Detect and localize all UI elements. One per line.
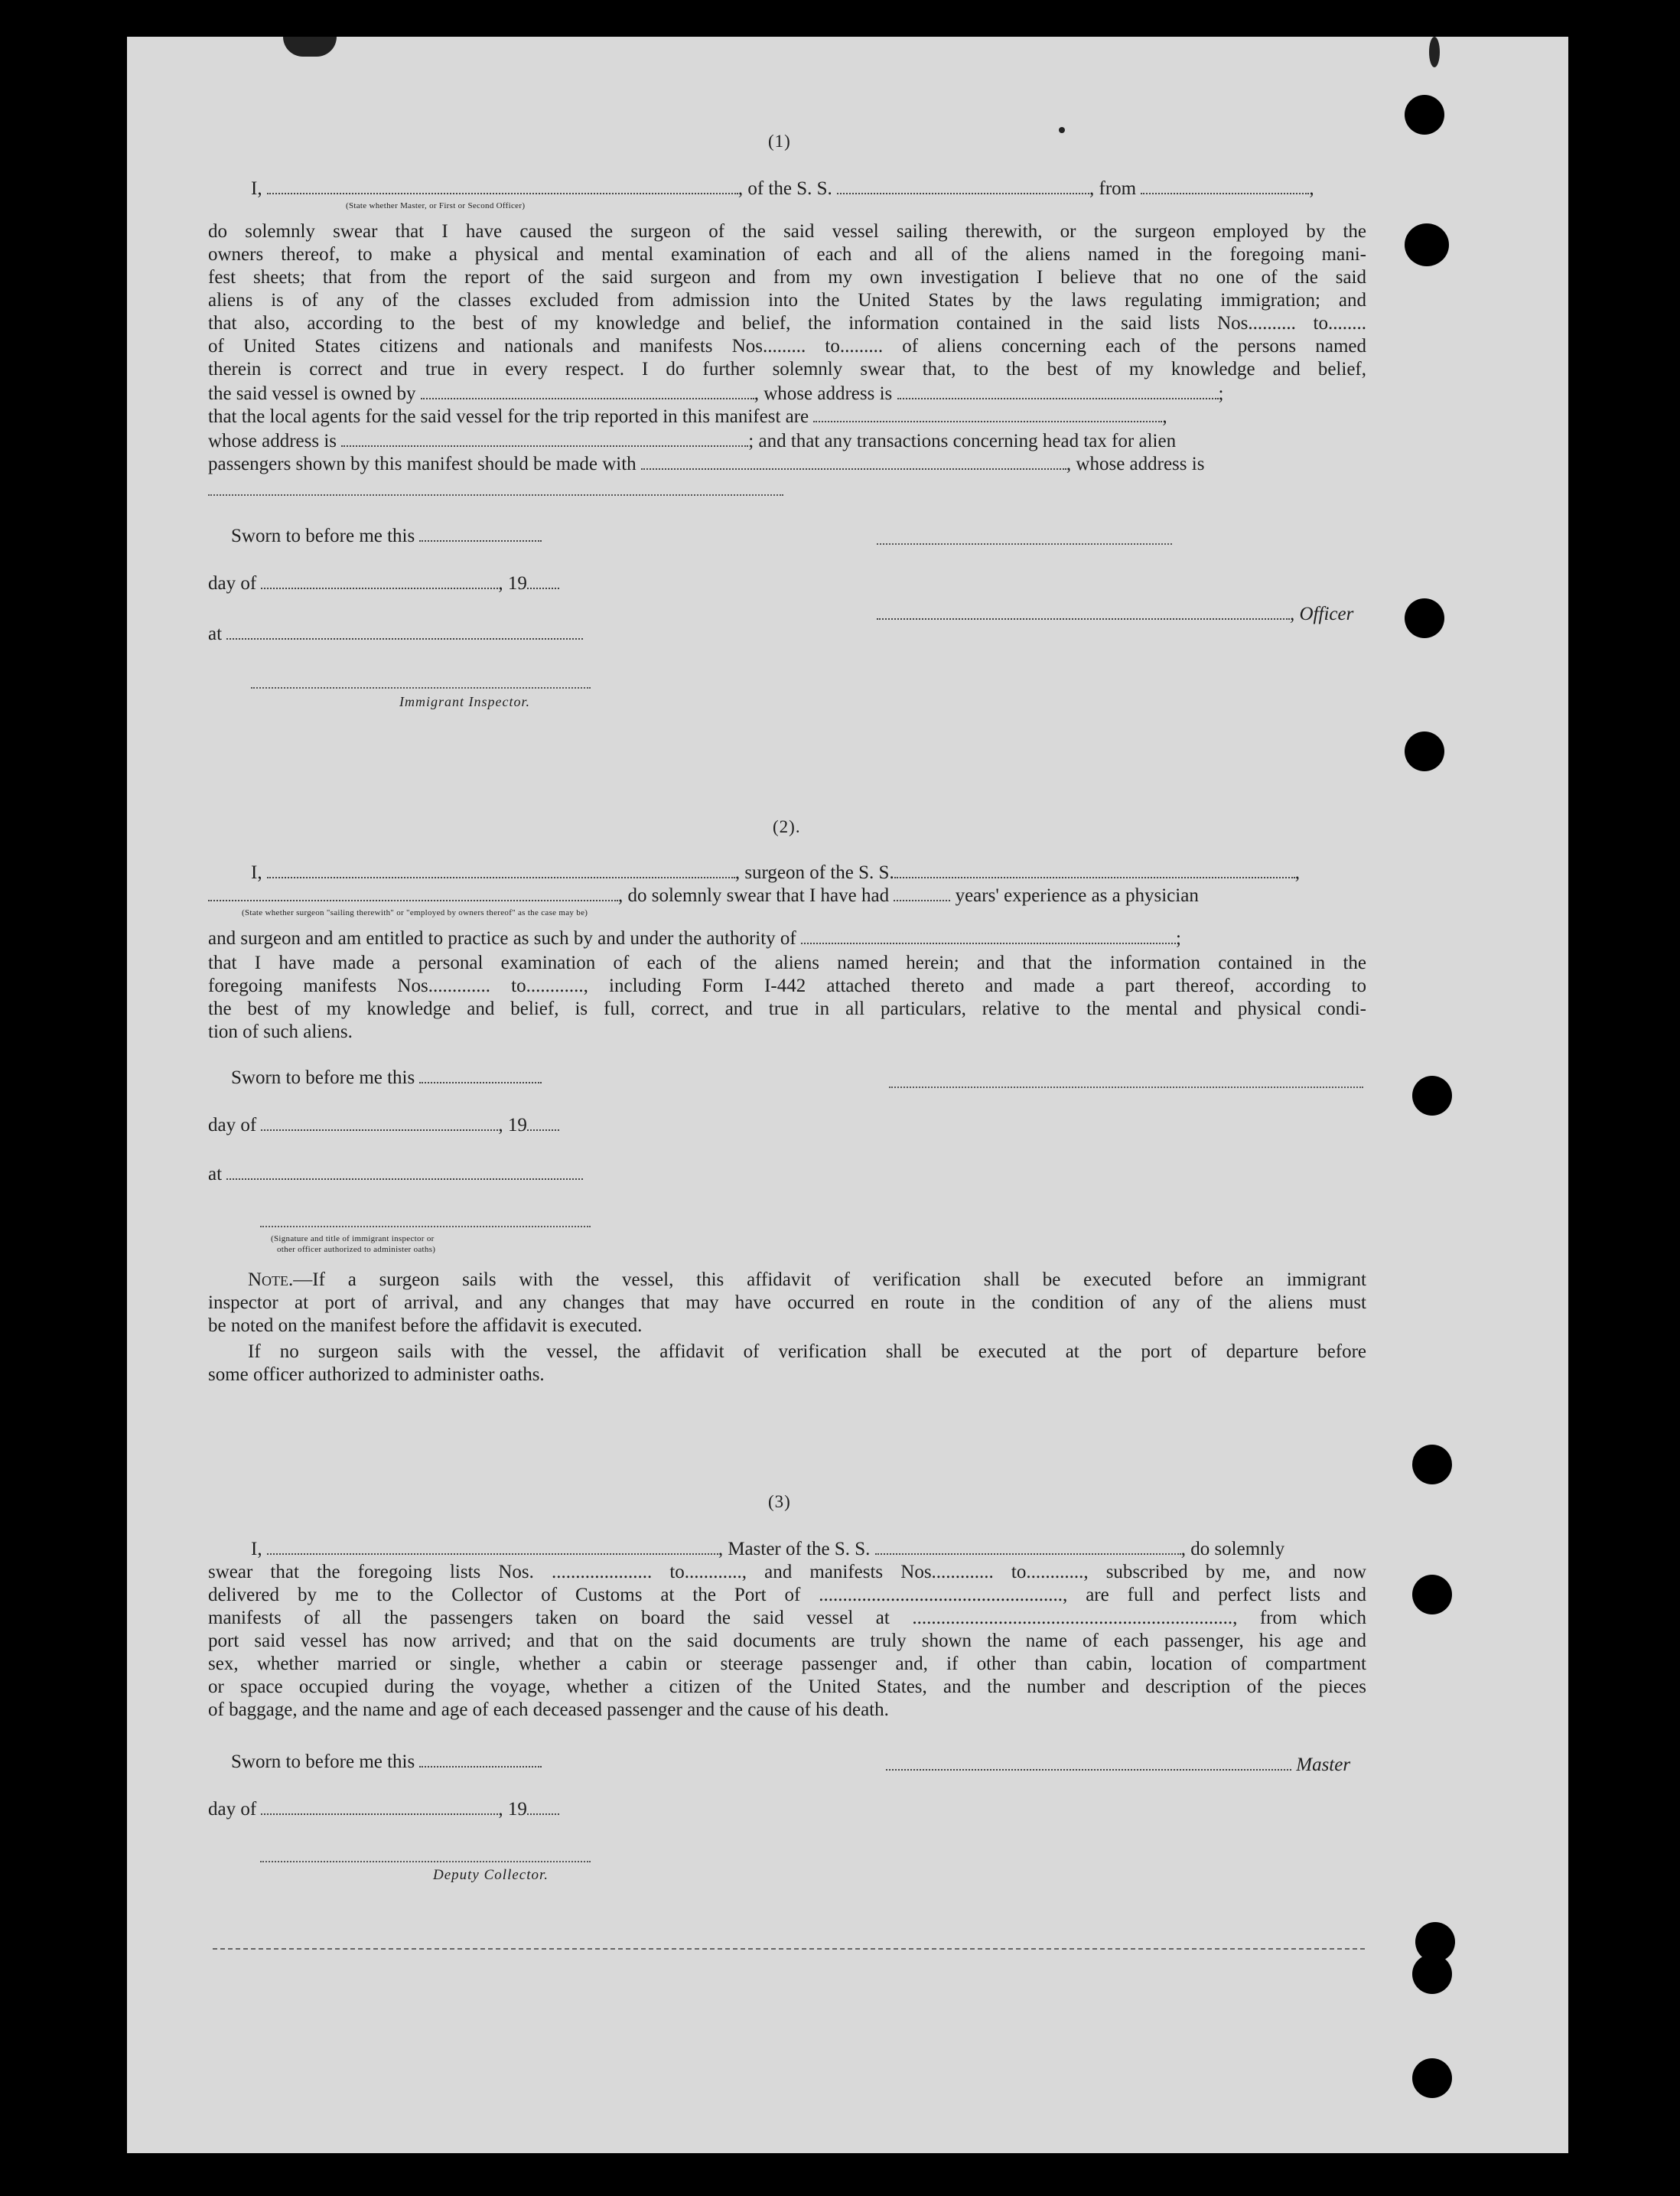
- at-place-blank[interactable]: [226, 623, 583, 640]
- owner-blank[interactable]: [421, 383, 754, 399]
- vessel-name-blank[interactable]: [837, 178, 1089, 194]
- section-2-at: at: [208, 1163, 583, 1186]
- agents-address-blank[interactable]: [341, 430, 748, 447]
- head-tax-line: passengers shown by this manifest should be made with , whose address is: [208, 454, 1205, 474]
- bottom-divider: [213, 1948, 1365, 1950]
- punch-hole: [1412, 1954, 1452, 1994]
- surgeon-name-blank[interactable]: [267, 862, 735, 878]
- punch-hole: [1405, 223, 1449, 266]
- section-3-body-line: or space occupied during the voyage, whether a citizen of the United States, and the number and description of the pieces: [208, 1676, 1366, 1697]
- head-tax-agent-blank[interactable]: [641, 453, 1066, 470]
- owned-by-line: the said vessel is owned by , whose address is ;: [208, 383, 1224, 404]
- sworn-date-blank[interactable]: [419, 1751, 542, 1768]
- agents-line: that the local agents for the said vessel for the trip reported in this manifest are ,: [208, 406, 1167, 427]
- section-3-body-line: sex, whether married or single, whether a cabin or steerage passenger and, if other than cabin, location of compartment: [208, 1654, 1366, 1674]
- section-1-day-of: day of , 19: [208, 572, 559, 595]
- punch-hole: [1412, 1076, 1452, 1116]
- section-3-body-line: manifests of all the passengers taken on board the said vessel at ..................................................................., from which: [208, 1608, 1366, 1628]
- section-3-line-1: I, , Master of the S. S. , do solemnly: [251, 1539, 1285, 1559]
- section-2-body-line: foregoing manifests Nos............. to............, including Form I-442 attached thereto and made a part thereof, according to: [208, 976, 1366, 996]
- punch-hole: [1405, 731, 1444, 771]
- deputy-collector-label: Deputy Collector.: [433, 1867, 549, 1883]
- note-line: inspector at port of arrival, and any changes that may have occurred en route in the condition of any of the aliens must: [208, 1292, 1366, 1313]
- paper-damage: [1429, 37, 1440, 67]
- note-line: be noted on the manifest before the affidavit is executed.: [208, 1315, 643, 1336]
- agents-blank[interactable]: [813, 406, 1162, 422]
- section-3-body-line: port said vessel has now arrived; and that on the said documents are truly shown the name of each passenger, his age and: [208, 1631, 1366, 1651]
- year-blank[interactable]: [527, 1114, 559, 1131]
- port-from-blank[interactable]: [1141, 178, 1309, 194]
- section-3-body-line: of baggage, and the name and age of each deceased passenger and the cause of his death.: [208, 1699, 889, 1720]
- authority-blank[interactable]: [801, 927, 1176, 944]
- section-3-sworn: Sworn to before me this: [231, 1751, 542, 1774]
- years-blank[interactable]: [894, 885, 950, 901]
- master-name-blank[interactable]: [267, 1538, 718, 1555]
- surgeon-caption: (State whether surgeon "sailing therewith" or "employed by owners thereof" as the case may be): [242, 908, 588, 917]
- year-blank[interactable]: [527, 572, 559, 589]
- section-3-body-line: delivered by me to the Collector of Customs at the Port of ..................................................., are full and perfect lists and: [208, 1585, 1366, 1605]
- day-of-blank[interactable]: [261, 1114, 498, 1131]
- punch-hole: [1412, 1445, 1452, 1484]
- section-2-line-2: , do solemnly swear that I have had years' experience as a physician: [208, 885, 1199, 907]
- note-label: Note.: [248, 1269, 294, 1290]
- inspector-signature-line[interactable]: [251, 687, 591, 689]
- authority-line: and surgeon and am entitled to practice as such by and under the authority of ;: [208, 928, 1181, 949]
- section-1-body-line: owners thereof, to make a physical and mental examination of each and all of the aliens named in the foregoing mani-: [208, 244, 1366, 265]
- section-3-body-line: swear that the foregoing lists Nos. ..................... to............, and manifests Nos............. to............, subscribed by me, and now: [208, 1562, 1366, 1582]
- master-name-blank[interactable]: [267, 178, 738, 194]
- section-1-body-line: of United States citizens and nationals and manifests Nos......... to......... of aliens concerning each of the persons named: [208, 336, 1366, 357]
- owner-address-blank[interactable]: [897, 383, 1219, 399]
- signature-caption-2: other officer authorized to administer oaths): [277, 1245, 436, 1254]
- section-1-body-line: aliens is of any of the classes excluded from admission into the United States by the laws regulating immigration; and: [208, 290, 1366, 311]
- deputy-signature-line[interactable]: [260, 1861, 591, 1862]
- section-1-at: at: [208, 623, 583, 646]
- at-place-blank[interactable]: [226, 1163, 583, 1180]
- year-blank[interactable]: [527, 1798, 559, 1815]
- sworn-date-blank[interactable]: [419, 525, 542, 542]
- section-2-body-line: the best of my knowledge and belief, is full, correct, and true in all particulars, relative to the mental and physical condi-: [208, 999, 1366, 1019]
- immigrant-inspector-label: Immigrant Inspector.: [399, 694, 530, 709]
- sworn-date-blank[interactable]: [419, 1067, 542, 1083]
- surgeon-status-blank[interactable]: [208, 885, 618, 901]
- section-1-sworn: Sworn to before me this: [231, 525, 542, 548]
- punch-hole: [1412, 2058, 1452, 2098]
- section-2-number: (2).: [773, 817, 801, 836]
- note-line: Note.—If a surgeon sails with the vessel, this affidavit of verification shall be executed before an immigrant: [248, 1269, 1366, 1290]
- master-caption: (State whether Master, or First or Second Officer): [346, 201, 526, 210]
- section-1-line-1: I, , of the S. S. , from ,: [251, 178, 1314, 199]
- master-signature-line[interactable]: [877, 543, 1172, 545]
- section-3-number: (3): [768, 1492, 791, 1511]
- section-2-body-line: that I have made a personal examination of each of the aliens named herein; and that the information contained in the: [208, 953, 1366, 973]
- section-2-body-line: tion of such aliens.: [208, 1021, 353, 1042]
- section-1-officer: , Officer: [877, 603, 1353, 626]
- master-signature-blank[interactable]: [886, 1754, 1291, 1771]
- note-line: If no surgeon sails with the vessel, the affidavit of verification shall be executed at the port of departure before: [248, 1341, 1366, 1362]
- punch-hole: [1405, 598, 1444, 638]
- section-1-body-line: fest sheets; that from the report of the said surgeon and from my own investigation I believe that no one of the said: [208, 267, 1366, 288]
- section-1-body-line: that also, according to the best of my knowledge and belief, the information contained in the said lists Nos.......... to........: [208, 313, 1366, 334]
- section-3-day-of: day of , 19: [208, 1798, 559, 1821]
- surgeon-vessel-blank[interactable]: [894, 862, 1295, 878]
- section-1-number: (1): [768, 132, 791, 151]
- officer-signature-blank[interactable]: [877, 603, 1290, 620]
- section-2-line-1: I, , surgeon of the S. S. ,: [251, 862, 1300, 883]
- section-1-body-line: therein is correct and true in every respect. I do further solemnly swear that, to the best of my knowledge and belief,: [208, 359, 1366, 380]
- agents-address-line: whose address is ; and that any transactions concerning head tax for alien: [208, 431, 1177, 451]
- address-rule: [208, 494, 783, 496]
- punch-hole: [1412, 1575, 1452, 1614]
- day-of-blank[interactable]: [261, 572, 498, 589]
- paper-damage: [1059, 127, 1065, 133]
- section-2-day-of: day of , 19: [208, 1114, 559, 1137]
- note-line: some officer authorized to administer oaths.: [208, 1364, 545, 1385]
- day-of-blank[interactable]: [261, 1798, 498, 1815]
- punch-hole: [1405, 95, 1444, 135]
- section-3-master: Master: [886, 1754, 1350, 1777]
- section-2-sworn: Sworn to before me this: [231, 1067, 542, 1090]
- surgeon-signature-line[interactable]: [889, 1087, 1363, 1088]
- section-1-body-line: do solemnly swear that I have caused the surgeon of the said vessel sailing therewith, or the surgeon employed by the: [208, 221, 1366, 242]
- vessel-name-blank[interactable]: [875, 1538, 1181, 1555]
- signature-caption-1: (Signature and title of immigrant inspector or: [271, 1234, 435, 1243]
- officer-signature-line[interactable]: [260, 1226, 591, 1227]
